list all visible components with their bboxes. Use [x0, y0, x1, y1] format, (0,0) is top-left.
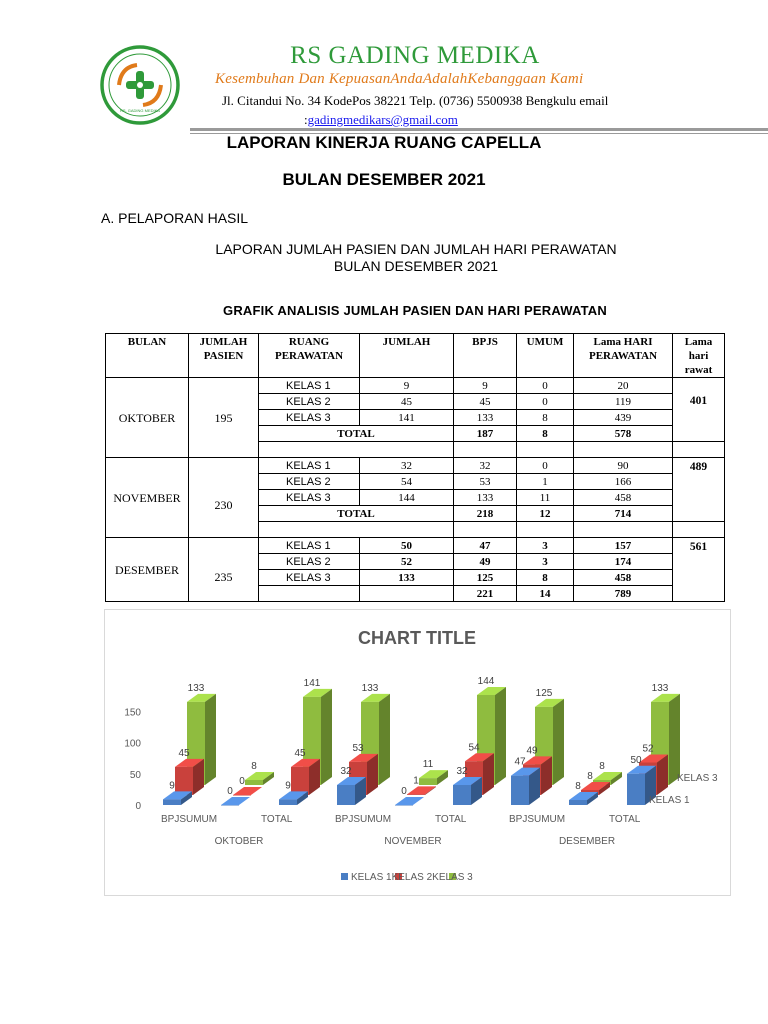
y-tick-label: 150: [124, 707, 141, 719]
lama-rawat-cell: 489: [673, 458, 725, 522]
data-label: 53: [352, 742, 364, 754]
total-label: TOTAL: [259, 426, 454, 442]
data-label: 54: [468, 742, 480, 754]
group-label: OKTOBER: [214, 836, 264, 847]
header-jumlah: JUMLAH: [360, 334, 454, 378]
section-heading: A. PELAPORAN HASIL: [101, 210, 249, 226]
header-lama-hari: Lama HARI PERAWATAN: [574, 334, 673, 378]
jumlah-cell: 144: [360, 490, 454, 506]
patient-table: [105, 333, 725, 602]
bar-kelas-2: [407, 794, 425, 795]
jumlah-cell: 9: [360, 378, 454, 394]
month-cell: OKTOBER: [106, 378, 189, 458]
data-label: 8: [599, 761, 605, 772]
table-row: [106, 378, 725, 394]
data-label: 45: [178, 747, 190, 759]
kelas-cell: KELAS 2: [259, 394, 360, 410]
bpjs-cell: 49: [454, 554, 517, 570]
x-tick-label: TOTAL: [435, 814, 467, 825]
bar-kelas-1: [569, 800, 587, 805]
kelas-cell: KELAS 1: [259, 538, 360, 554]
bpjs-cell: 53: [454, 474, 517, 490]
bpjs-cell: 133: [454, 490, 517, 506]
umum-cell: 8: [517, 410, 574, 426]
bar-side: [379, 694, 390, 785]
jumlah-cell: 32: [360, 458, 454, 474]
lama-rawat-cell: 561: [673, 538, 725, 602]
email-link[interactable]: gadingmedikars@gmail.com: [307, 112, 458, 127]
kelas-cell: KELAS 3: [259, 410, 360, 426]
umum-cell: 0: [517, 458, 574, 474]
data-label: 0: [239, 776, 245, 787]
jumlah-cell: 45: [360, 394, 454, 410]
hospital-name: RS GADING MEDIKA: [290, 42, 540, 69]
chart-container: [104, 609, 731, 896]
bar-kelas-1: [279, 799, 297, 805]
header-umum: UMUM: [517, 334, 574, 378]
legend-swatch: [341, 873, 348, 880]
group-label: DESEMBER: [558, 836, 616, 847]
data-label: 49: [526, 745, 538, 757]
bar-side: [321, 689, 332, 785]
patients-cell: 230: [189, 458, 259, 538]
table-header-row: [106, 334, 725, 378]
data-label: 45: [294, 747, 306, 759]
group-label: NOVEMBER: [384, 836, 442, 847]
bar-side: [495, 687, 506, 785]
header-bpjs: BPJS: [454, 334, 517, 378]
total-label: TOTAL: [259, 506, 454, 522]
hari-cell: 166: [574, 474, 673, 490]
jumlah-cell: 133: [360, 570, 454, 586]
email-line: [304, 112, 458, 128]
bar-kelas-1: [221, 805, 239, 806]
report-title: LAPORAN KINERJA RUANG CAPELLA: [226, 133, 542, 152]
jumlah-cell: 54: [360, 474, 454, 490]
header-lama-rawat: Lama hari rawat: [673, 334, 725, 378]
bar-kelas-2: [233, 795, 251, 796]
jumlah-cell: 52: [360, 554, 454, 570]
umum-cell: 11: [517, 490, 574, 506]
total-umum: 8: [517, 426, 574, 442]
month-cell: NOVEMBER: [106, 458, 189, 538]
kelas-cell: KELAS 3: [259, 570, 360, 586]
data-label: 8: [251, 761, 257, 772]
data-label: 0: [227, 786, 233, 797]
bar-kelas-2: [291, 767, 309, 795]
legend-text: KELAS 1KELAS 2KELAS 3: [351, 872, 473, 883]
bar-chart: [105, 610, 730, 895]
x-tick-label: TOTAL: [261, 814, 293, 825]
bpjs-cell: 32: [454, 458, 517, 474]
bar-kelas-1: [511, 776, 529, 805]
data-label: 32: [456, 766, 468, 777]
bar-top: [395, 797, 424, 805]
kelas-cell: KELAS 1: [259, 378, 360, 394]
data-label: 1: [413, 775, 419, 787]
patients-cell: 195: [189, 378, 259, 458]
total-bpjs: 187: [454, 426, 517, 442]
jumlah-cell: 50: [360, 538, 454, 554]
x-tick-label: BPJSUMUM: [509, 814, 566, 825]
data-label: 0: [401, 786, 407, 797]
x-tick-label: BPJSUMUM: [335, 814, 392, 825]
umum-cell: 3: [517, 554, 574, 570]
jumlah-cell: 141: [360, 410, 454, 426]
total-bpjs: 218: [454, 506, 517, 522]
hari-cell: 20: [574, 378, 673, 394]
data-label: 32: [340, 766, 352, 777]
x-tick-label: BPJSUMUM: [161, 814, 218, 825]
data-label: 50: [630, 754, 642, 766]
bar-side: [669, 694, 680, 785]
data-label: 133: [361, 682, 379, 694]
bpjs-cell: 9: [454, 378, 517, 394]
header-ruang: RUANG PERAWATAN: [259, 334, 360, 378]
lama-rawat-cell: 401: [673, 378, 725, 442]
data-label: 8: [587, 771, 593, 782]
header-jumlah-pasien: JUMLAH PASIEN: [189, 334, 259, 378]
kelas-cell: KELAS 1: [259, 458, 360, 474]
bar-kelas-3: [419, 778, 437, 785]
table-subtitle-1: LAPORAN JUMLAH PASIEN DAN JUMLAH HARI PERAWATAN: [215, 241, 617, 257]
bar-top: [233, 787, 262, 795]
depth-label: KELAS 3: [677, 773, 718, 784]
hospital-logo: [97, 45, 183, 125]
total-label: [259, 586, 360, 602]
report-period: BULAN DESEMBER 2021: [282, 170, 486, 189]
bar-kelas-1: [395, 805, 413, 806]
data-label: 144: [477, 676, 495, 687]
hari-cell: 458: [574, 490, 673, 506]
data-label: 52: [642, 743, 654, 755]
table-row: [106, 538, 725, 554]
kelas-cell: KELAS 3: [259, 490, 360, 506]
hari-cell: 174: [574, 554, 673, 570]
umum-cell: 1: [517, 474, 574, 490]
umum-cell: 0: [517, 378, 574, 394]
y-tick-label: 50: [129, 769, 141, 781]
hari-cell: 439: [574, 410, 673, 426]
total-hari: 714: [574, 506, 673, 522]
data-label: 47: [514, 756, 526, 768]
bpjs-cell: 133: [454, 410, 517, 426]
hari-cell: 157: [574, 538, 673, 554]
bpjs-cell: 47: [454, 538, 517, 554]
chart-title: CHART TITLE: [358, 628, 476, 648]
bar-top: [221, 797, 250, 805]
grafik-title: GRAFIK ANALISIS JUMLAH PASIEN DAN HARI PERAWATAN: [223, 303, 607, 318]
data-label: 9: [169, 780, 175, 792]
hospital-address: Jl. Citandui No. 34 KodePos 38221 Telp. (0736) 5500938 Bengkulu email: [222, 93, 609, 108]
umum-cell: 3: [517, 538, 574, 554]
bar-side: [205, 694, 216, 785]
header-rule: [190, 128, 768, 131]
bar-kelas-1: [627, 774, 645, 805]
kelas-cell: KELAS 2: [259, 554, 360, 570]
hospital-tagline: Kesembuhan Dan KepuasanAndaAdalahKebanggaan Kami: [215, 71, 584, 87]
data-label: 9: [285, 780, 291, 792]
bar-kelas-1: [163, 799, 181, 805]
email-prefix: :: [304, 112, 308, 127]
umum-cell: 0: [517, 394, 574, 410]
total-umum: 14: [517, 586, 574, 602]
depth-label: KELAS 1: [649, 795, 690, 806]
data-label: 125: [535, 687, 553, 699]
bar-kelas-1: [337, 785, 355, 805]
patients-cell: 235: [189, 538, 259, 602]
bar-top: [407, 786, 436, 794]
kelas-cell: KELAS 2: [259, 474, 360, 490]
total-umum: 12: [517, 506, 574, 522]
data-label: 133: [651, 682, 669, 694]
total-bpjs: 221: [454, 586, 517, 602]
svg-text:RS. GADING MEDIKA: RS. GADING MEDIKA: [119, 108, 161, 113]
bar-kelas-1: [453, 785, 471, 805]
bpjs-cell: 45: [454, 394, 517, 410]
y-tick-label: 100: [124, 738, 141, 750]
bar-side: [553, 699, 564, 785]
bar-kelas-2: [175, 767, 193, 795]
hari-cell: 90: [574, 458, 673, 474]
table-row: [106, 458, 725, 474]
x-tick-label: TOTAL: [609, 814, 641, 825]
y-tick-label: 0: [135, 801, 141, 812]
data-label: 133: [187, 682, 205, 694]
data-label: 8: [575, 781, 581, 792]
total-hari: 789: [574, 586, 673, 602]
data-label: 11: [422, 759, 434, 771]
month-cell: DESEMBER: [106, 538, 189, 602]
data-label: 141: [303, 677, 321, 689]
hari-cell: 119: [574, 394, 673, 410]
bpjs-cell: 125: [454, 570, 517, 586]
bar-kelas-3: [245, 780, 263, 785]
header-bulan: BULAN: [106, 334, 189, 378]
hari-cell: 458: [574, 570, 673, 586]
total-hari: 578: [574, 426, 673, 442]
umum-cell: 8: [517, 570, 574, 586]
table-subtitle-2: BULAN DESEMBER 2021: [333, 258, 499, 274]
